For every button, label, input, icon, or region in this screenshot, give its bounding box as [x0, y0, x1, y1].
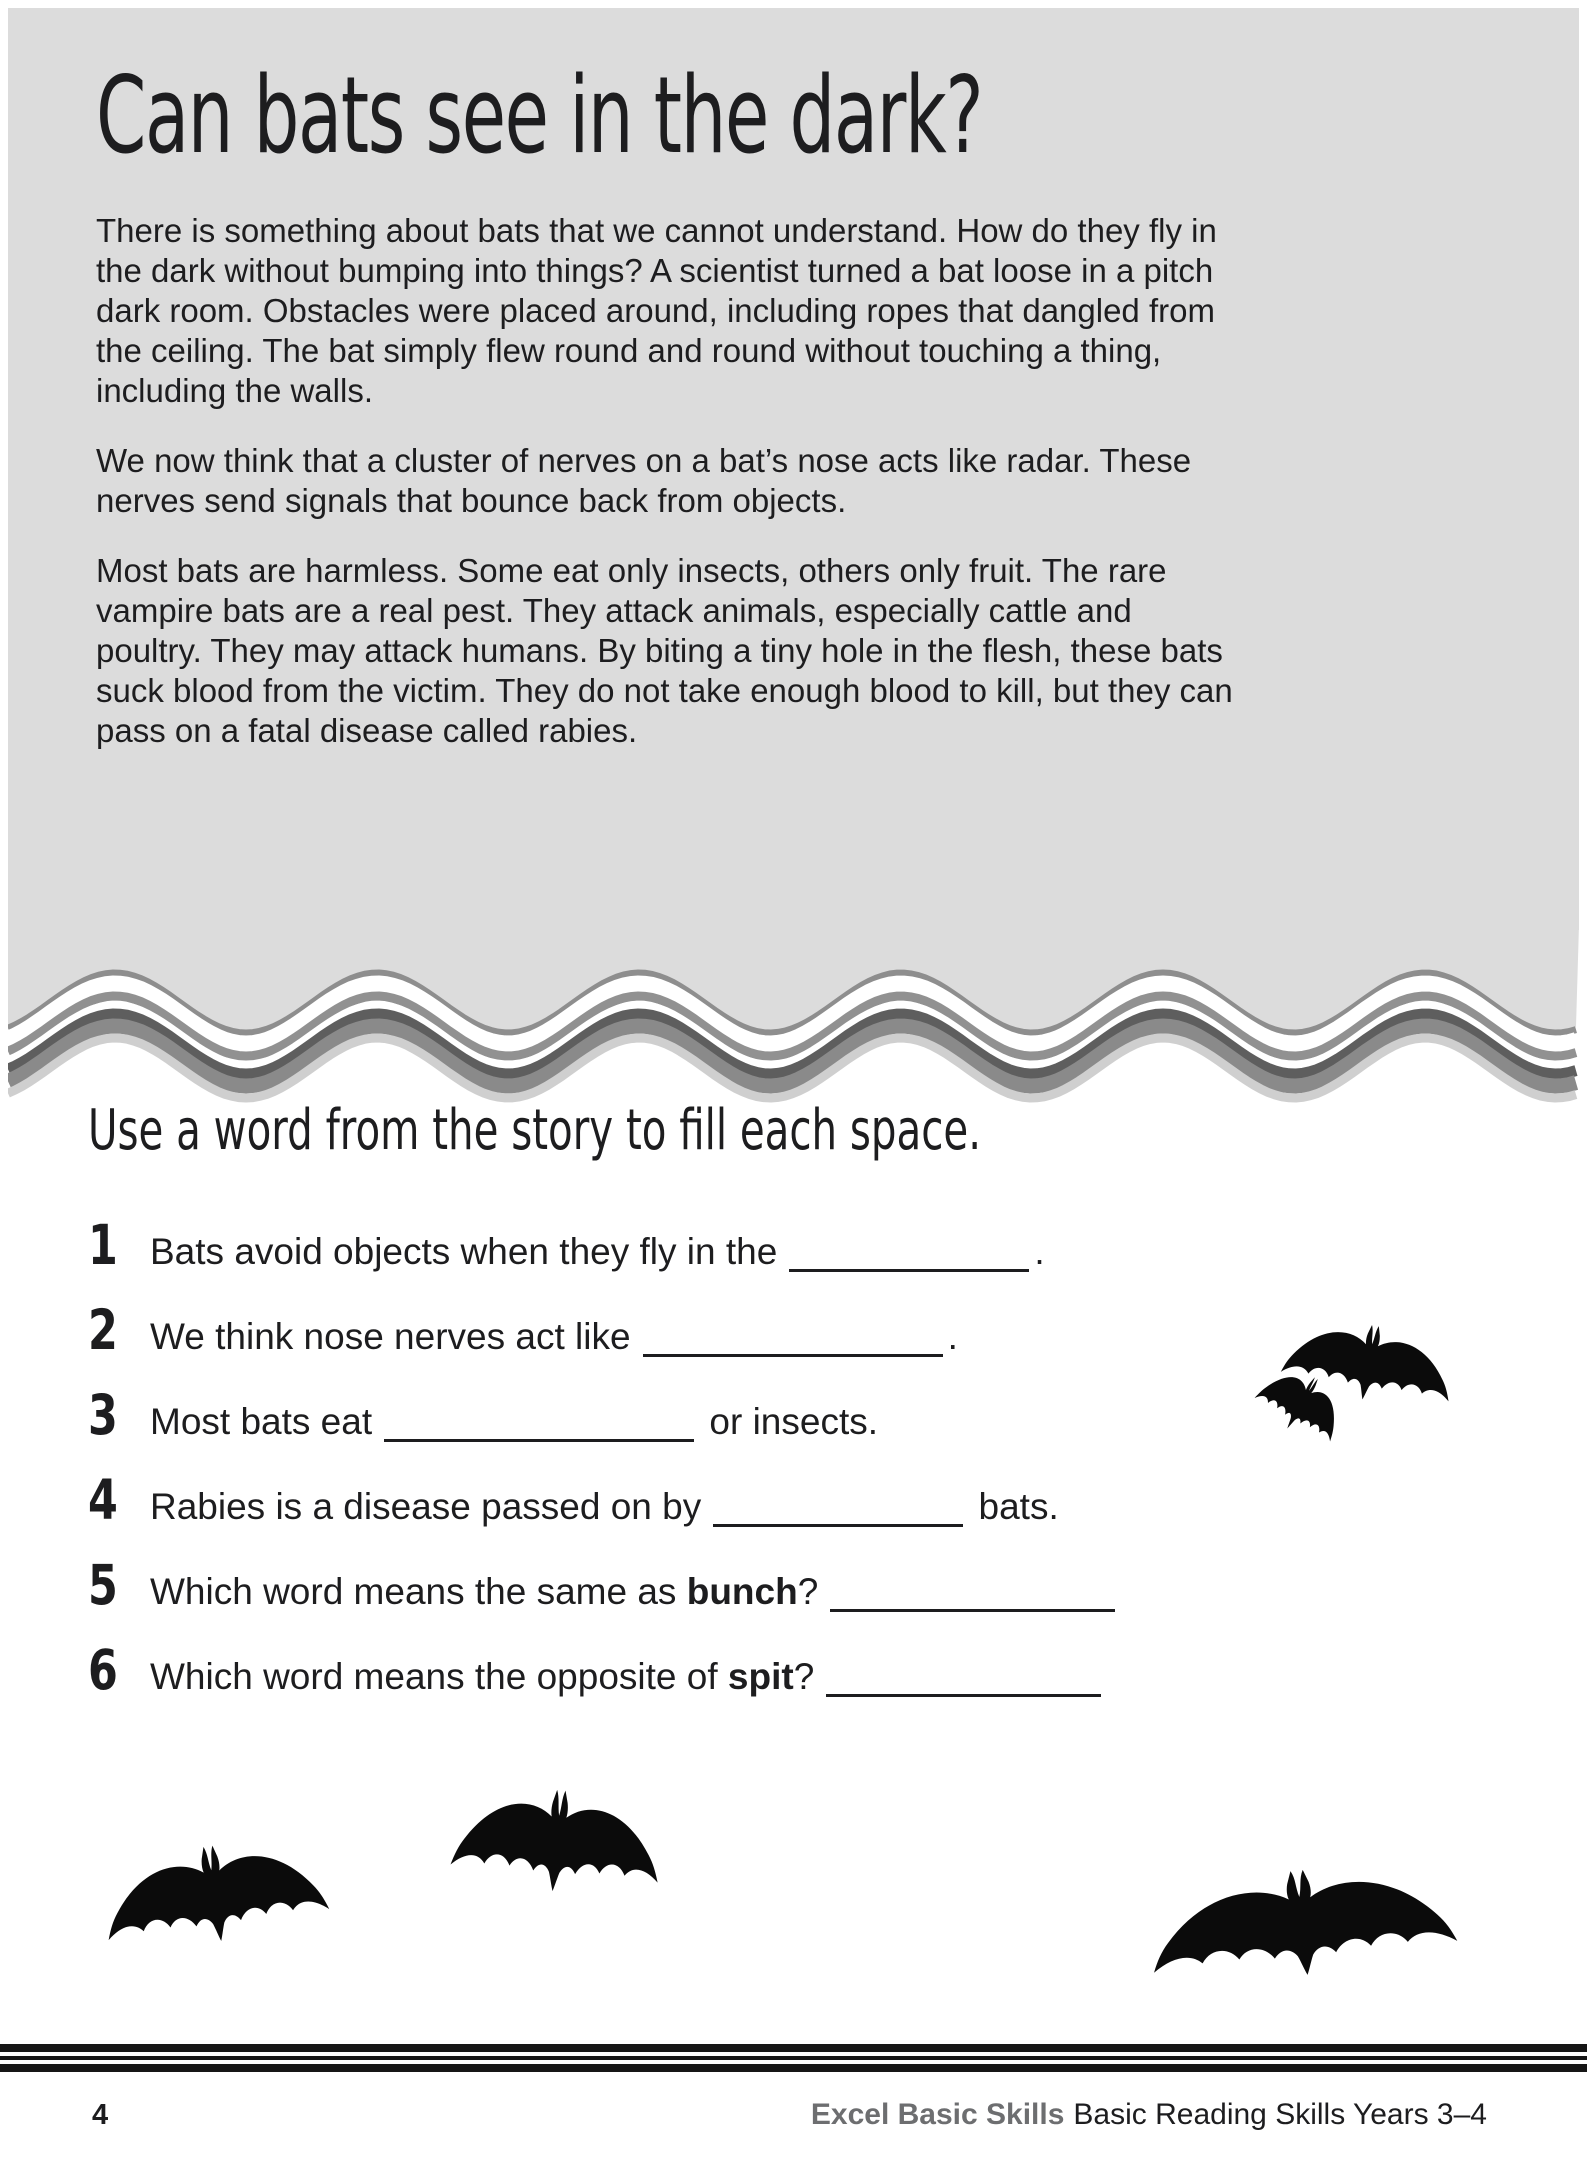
story-paragraph: There is something about bats that we cannot understand. How do they fly in the dark without bumping into things? A scientist turned a bat loose in a pitch dark room. Obstacles were placed around, including ropes that dangled from the ceiling. The bat simply flew round and round without touching a thing, including the walls. — [96, 212, 1217, 409]
answer-blank — [713, 1490, 963, 1527]
story-paragraph: Most bats are harmless. Some eat only insects, others only fruit. The rare vampire bats are a real pest. They attack animals, especially cattle and poultry. They may attack humans. By biting a tiny hole in the flesh, these bats suck blood from the victim. They do not take enough blood to kill, but they can pass on a fatal disease called rabies. — [96, 552, 1233, 749]
answer-blank — [830, 1575, 1115, 1612]
story-panel — [8, 8, 1579, 930]
question-text: Rabies is a disease passed on by bats. — [150, 1486, 1059, 1527]
footer — [92, 2098, 1487, 2132]
question-number: 6 — [88, 1638, 118, 1702]
book-title: Basic Reading Skills Years 3–4 — [1073, 2098, 1487, 2131]
question-row — [88, 1468, 1508, 1533]
bat-icon — [448, 1777, 667, 1903]
story-paragraph: We now think that a cluster of nerves on a bat’s nose acts like radar. These nerves send signals that bounce back from objects. — [96, 442, 1192, 519]
question-row — [88, 1213, 1508, 1278]
page-number: 4 — [92, 2099, 109, 2131]
footer-rule — [0, 2044, 1587, 2072]
question-number: 2 — [88, 1298, 118, 1362]
question-text: Which word means the same as bunch? — [150, 1566, 1120, 1618]
book-reference — [811, 2098, 1487, 2132]
question-number: 4 — [88, 1468, 118, 1532]
answer-blank — [826, 1660, 1101, 1697]
wave-divider — [8, 930, 1579, 1110]
question-number: 5 — [88, 1553, 118, 1617]
question-text: Most bats eat or insects. — [150, 1401, 879, 1442]
answer-blank — [384, 1405, 694, 1442]
question-text: Bats avoid objects when they fly in the . — [150, 1231, 1045, 1272]
question-text: We think nose nerves act like . — [150, 1316, 958, 1357]
question-row — [88, 1638, 1508, 1703]
bat-icon — [96, 1827, 333, 1959]
exercise-instruction: Use a word from the story to fill each space. — [88, 1098, 982, 1163]
question-row — [88, 1553, 1508, 1618]
question-number: 1 — [88, 1213, 118, 1277]
page-title: Can bats see in the dark? — [96, 54, 983, 177]
answer-blank — [643, 1320, 943, 1357]
series-title: Excel Basic Skills — [810, 2098, 1065, 2131]
question-text: Which word means the opposite of spit? — [150, 1651, 1106, 1703]
bat-icon — [1143, 1850, 1461, 1994]
question-number: 3 — [88, 1383, 118, 1447]
answer-blank — [789, 1235, 1029, 1272]
